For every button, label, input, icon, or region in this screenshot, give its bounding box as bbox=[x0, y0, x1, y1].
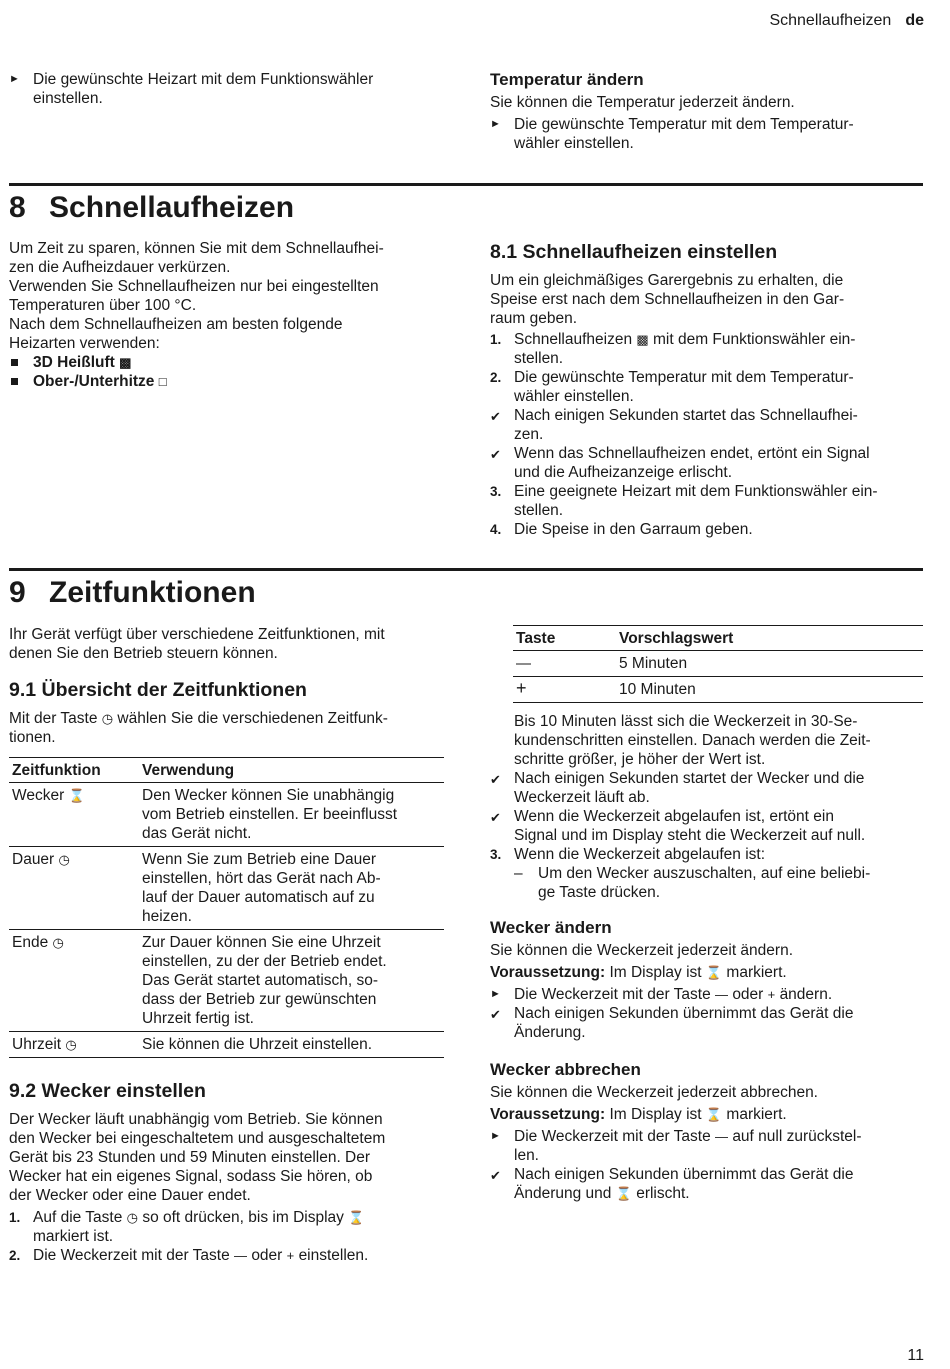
text-line: ge Taste drücken. bbox=[538, 884, 661, 901]
text-line: Sie können die Uhrzeit einstellen. bbox=[142, 1036, 373, 1053]
section-8-1 bbox=[490, 240, 925, 539]
text-span: Änderung und bbox=[514, 1185, 612, 1202]
text-line: stellen. bbox=[514, 502, 564, 519]
result-step bbox=[490, 406, 925, 444]
numbered-step bbox=[9, 1246, 444, 1265]
hourglass-icon: ⌛ bbox=[68, 788, 85, 803]
text-span: Die Weckerzeit mit der Taste bbox=[33, 1247, 230, 1264]
text-span: einstellen. bbox=[298, 1247, 369, 1264]
text-line: schritte größer, je höher der Wert ist. bbox=[514, 751, 766, 768]
text-line: Speise erst nach dem Schnellaufheizen in den Gar- bbox=[490, 291, 845, 308]
section-9-right bbox=[513, 625, 923, 703]
step-number: 2. bbox=[9, 1248, 21, 1263]
header-lang: de bbox=[905, 12, 924, 29]
text-span: auf null zurückstel- bbox=[732, 1128, 862, 1145]
section-number: 8 bbox=[9, 191, 26, 224]
text-line: Nach einigen Sekunden übernimmt das Gerät die bbox=[514, 1166, 854, 1183]
end-clock-icon: ◷ bbox=[52, 935, 64, 950]
text-line: einstellen, zu der der Betrieb endet. bbox=[142, 953, 387, 970]
list-item-label: 3D Heißluft bbox=[33, 354, 115, 371]
section-rule bbox=[9, 568, 923, 571]
top-bottom-heat-icon: □ bbox=[158, 374, 167, 389]
dash-bullet: – bbox=[514, 865, 523, 882]
text-line: Änderung. bbox=[514, 1024, 586, 1041]
text-span: Schnellaufheizen bbox=[514, 331, 633, 348]
numbered-step bbox=[490, 845, 925, 864]
text-line: einstellen. bbox=[33, 90, 103, 107]
numbered-step bbox=[490, 368, 925, 406]
hourglass-icon: ⌛ bbox=[705, 965, 723, 980]
text-line: Die gewünschte Temperatur mit dem Temperatur- bbox=[514, 116, 854, 133]
top-right-block bbox=[490, 69, 925, 153]
text-line: heizen. bbox=[142, 908, 192, 925]
table-cell: Wecker bbox=[12, 787, 65, 804]
text-line: Weckerzeit läuft ab. bbox=[514, 789, 650, 806]
table-cell: Dauer bbox=[12, 851, 55, 868]
plus-icon: + bbox=[286, 1248, 295, 1263]
text-line: Ihr Gerät verfügt über verschiedene Zeitfunktionen, mit bbox=[9, 626, 385, 643]
list-item bbox=[9, 353, 444, 372]
text-span: oder bbox=[732, 986, 764, 1003]
section-rule bbox=[9, 183, 923, 186]
text-line: kundenschritten einstellen. Danach werden die Zeit- bbox=[514, 732, 871, 749]
subsection-heading: 9.2 Wecker einstellen bbox=[9, 1080, 206, 1102]
table-row bbox=[9, 847, 444, 930]
plus-icon: + bbox=[516, 678, 527, 698]
result-step bbox=[490, 769, 925, 807]
text-line: Die gewünschte Heizart mit dem Funktionswähler bbox=[33, 71, 374, 88]
suggested-values-table bbox=[513, 625, 923, 703]
checkmark-icon: ✔ bbox=[490, 772, 501, 787]
text-line: Wenn das Schnellaufheizen endet, ertönt ein Signal bbox=[514, 445, 870, 462]
arrow-bullet-icon: ► bbox=[490, 1130, 501, 1142]
text-line: markiert ist. bbox=[33, 1228, 114, 1245]
text-line: tionen. bbox=[9, 729, 56, 746]
numbered-step bbox=[490, 520, 925, 539]
text-span: markiert. bbox=[726, 1106, 787, 1123]
paragraph: Sie können die Weckerzeit jederzeit abbrechen. bbox=[490, 1084, 818, 1101]
text-line: raum geben. bbox=[490, 310, 578, 327]
minus-icon: — bbox=[715, 1129, 728, 1144]
text-line: Um Zeit zu sparen, können Sie mit dem Schnellaufhei- bbox=[9, 240, 384, 257]
text-line: Signal und im Display steht die Weckerzeit auf null. bbox=[514, 827, 866, 844]
hourglass-icon: ⌛ bbox=[705, 1107, 723, 1122]
running-header bbox=[769, 11, 924, 30]
text-line: Verwenden Sie Schnellaufheizen nur bei eingestellten bbox=[9, 278, 379, 295]
section-8-body bbox=[9, 239, 444, 391]
arrow-bullet-icon: ► bbox=[490, 988, 501, 1000]
table-cell: Uhrzeit bbox=[12, 1036, 62, 1053]
text-line: Heizarten verwenden: bbox=[9, 335, 160, 352]
step-number: 2. bbox=[490, 370, 502, 385]
step-number: 1. bbox=[490, 332, 502, 347]
text-line: Um ein gleichmäßiges Garergebnis zu erhalten, die bbox=[490, 272, 844, 289]
text-line: Eine geeignete Heizart mit dem Funktionswähler ein- bbox=[514, 483, 878, 500]
text-line: wähler einstellen. bbox=[514, 135, 634, 152]
checkmark-icon: ✔ bbox=[490, 409, 501, 424]
text-line: Nach einigen Sekunden startet das Schnellaufhei- bbox=[514, 407, 858, 424]
checkmark-icon: ✔ bbox=[490, 447, 501, 462]
subsection-heading: 9.1 Übersicht der Zeitfunktionen bbox=[9, 679, 307, 701]
text-span: so oft drücken, bis im Display bbox=[142, 1209, 344, 1226]
text-span: Die Weckerzeit mit der Taste bbox=[514, 986, 711, 1003]
instruction-step bbox=[9, 70, 439, 108]
page-number: 11 bbox=[907, 1347, 924, 1364]
text-line: vom Betrieb einstellen. Er beeinflusst bbox=[142, 806, 398, 823]
table-cell: 5 Minuten bbox=[616, 651, 923, 677]
text-line: Die gewünschte Temperatur mit dem Temperatur- bbox=[514, 369, 854, 386]
text-line: Das Gerät startet automatisch, so- bbox=[142, 972, 379, 989]
text-line: Wecker hat ein eigenes Signal, sodass Sie hören, ob bbox=[9, 1168, 373, 1185]
table-row bbox=[9, 930, 444, 1032]
text-line: Uhrzeit fertig ist. bbox=[142, 1010, 254, 1027]
hourglass-icon: ⌛ bbox=[615, 1186, 632, 1201]
text-line: zen. bbox=[514, 426, 544, 443]
result-step bbox=[490, 1165, 925, 1203]
rapid-heat-icon: ▩ bbox=[636, 332, 649, 347]
text-line: Gerät bis 23 Stunden und 59 Minuten einstellen. Der bbox=[9, 1149, 371, 1166]
checkmark-icon: ✔ bbox=[490, 1168, 501, 1183]
numbered-step bbox=[9, 1208, 444, 1246]
text-span: Die Weckerzeit mit der Taste bbox=[514, 1128, 711, 1145]
text-span: erlischt. bbox=[636, 1185, 690, 1202]
text-line: stellen. bbox=[514, 350, 564, 367]
header-section: Schnellaufheizen bbox=[769, 12, 892, 29]
text-span: Im Display ist bbox=[609, 964, 702, 981]
section-title: Schnellaufheizen bbox=[49, 191, 295, 224]
text-span: oder bbox=[251, 1247, 283, 1264]
text-line: Bis 10 Minuten lässt sich die Weckerzeit in 30-Se- bbox=[514, 713, 858, 730]
list-item-label: Ober-/Unterhitze bbox=[33, 373, 155, 390]
section-9-right-text bbox=[490, 712, 925, 1203]
text-line: zen die Aufheizdauer verkürzen. bbox=[9, 259, 231, 276]
checkmark-icon: ✔ bbox=[490, 810, 501, 825]
column-header: Verwendung bbox=[139, 758, 444, 783]
minus-icon: — bbox=[234, 1248, 247, 1263]
instruction-step bbox=[490, 1127, 925, 1165]
fan-heat-icon: ▩ bbox=[119, 355, 132, 370]
text-span: markiert. bbox=[726, 964, 787, 981]
section-heading-9 bbox=[9, 576, 256, 610]
text-span: Im Display ist bbox=[609, 1106, 702, 1123]
duration-clock-icon: ◷ bbox=[58, 852, 70, 867]
text-line: Nach dem Schnellaufheizen am besten folgende bbox=[9, 316, 343, 333]
step-number: 1. bbox=[9, 1210, 21, 1225]
table-row bbox=[9, 783, 444, 847]
arrow-bullet-icon: ► bbox=[9, 73, 20, 85]
subheading-temperatur: Temperatur ändern bbox=[490, 70, 644, 89]
table-cell: Ende bbox=[12, 934, 49, 951]
text-line: Nach einigen Sekunden übernimmt das Gerät die bbox=[514, 1005, 854, 1022]
text-line: und die Aufheizanzeige erlischt. bbox=[514, 464, 733, 481]
text-span: Mit der Taste bbox=[9, 710, 98, 727]
square-bullet-icon bbox=[11, 359, 18, 366]
section-title: Zeitfunktionen bbox=[49, 576, 256, 609]
text-line: den Wecker bei eingeschaltetem und ausgeschaltetem bbox=[9, 1130, 386, 1147]
instruction-step bbox=[490, 985, 925, 1004]
numbered-step bbox=[490, 330, 925, 368]
section-number: 9 bbox=[9, 576, 26, 609]
checkmark-icon: ✔ bbox=[490, 1007, 501, 1022]
list-item bbox=[9, 372, 444, 391]
paragraph: Sie können die Temperatur jederzeit ändern. bbox=[490, 94, 795, 111]
result-step bbox=[490, 1004, 925, 1042]
text-line: len. bbox=[514, 1147, 539, 1164]
text-span: wählen Sie die verschiedenen Zeitfunk- bbox=[117, 710, 388, 727]
clock-icon: ◷ bbox=[101, 711, 114, 726]
prerequisite-label: Voraussetzung: bbox=[490, 964, 606, 981]
time-functions-table bbox=[9, 757, 444, 1058]
minus-icon: — bbox=[715, 987, 728, 1002]
subheading-wecker-aendern: Wecker ändern bbox=[490, 918, 612, 937]
text-line: dass der Betrieb zur gewünschten bbox=[142, 991, 377, 1008]
text-line: denen Sie den Betrieb steuern können. bbox=[9, 645, 278, 662]
paragraph: Sie können die Weckerzeit jederzeit ändern. bbox=[490, 942, 793, 959]
result-step bbox=[490, 444, 925, 482]
text-line: das Gerät nicht. bbox=[142, 825, 252, 842]
text-line: Der Wecker läuft unabhängig vom Betrieb. Sie können bbox=[9, 1111, 383, 1128]
subheading-wecker-abbrechen: Wecker abbrechen bbox=[490, 1060, 641, 1079]
column-header: Zeitfunktion bbox=[9, 758, 139, 783]
step-number: 3. bbox=[490, 484, 502, 499]
text-line: Den Wecker können Sie unabhängig bbox=[142, 787, 395, 804]
subsection-heading: 8.1 Schnellaufheizen einstellen bbox=[490, 241, 778, 263]
top-left-block bbox=[9, 70, 439, 108]
square-bullet-icon bbox=[11, 378, 18, 385]
table-row bbox=[513, 677, 923, 703]
step-number: 4. bbox=[490, 522, 502, 537]
text-line: Wenn die Weckerzeit abgelaufen ist, ertönt ein bbox=[514, 808, 834, 825]
minus-icon: — bbox=[516, 655, 531, 672]
text-line: Um den Wecker auszuschalten, auf eine beliebi- bbox=[538, 865, 871, 882]
text-span: Auf die Taste bbox=[33, 1209, 123, 1226]
section-heading-8 bbox=[9, 191, 294, 225]
table-row bbox=[9, 1032, 444, 1058]
clock-icon: ◷ bbox=[126, 1210, 138, 1225]
hourglass-icon: ⌛ bbox=[348, 1210, 365, 1225]
text-line: Wenn Sie zum Betrieb eine Dauer bbox=[142, 851, 377, 868]
text-line: lauf der Dauer automatisch auf zu bbox=[142, 889, 375, 906]
text-line: der Wecker oder eine Dauer endet. bbox=[9, 1187, 251, 1204]
section-9-body bbox=[9, 625, 444, 1265]
table-row bbox=[513, 651, 923, 677]
text-line: wähler einstellen. bbox=[514, 388, 634, 405]
column-header: Vorschlagswert bbox=[616, 626, 923, 651]
text-line: einstellen, hört das Gerät nach Ab- bbox=[142, 870, 381, 887]
text-line: Nach einigen Sekunden startet der Wecker und die bbox=[514, 770, 865, 787]
column-header: Taste bbox=[513, 626, 616, 651]
step-number: 3. bbox=[490, 847, 502, 862]
numbered-step bbox=[490, 482, 925, 520]
arrow-bullet-icon: ► bbox=[490, 118, 501, 130]
sub-step bbox=[490, 864, 925, 902]
table-cell: 10 Minuten bbox=[616, 677, 923, 703]
result-step bbox=[490, 807, 925, 845]
plus-icon: + bbox=[767, 987, 776, 1002]
text-line: Die Speise in den Garraum geben. bbox=[514, 521, 753, 538]
clock-icon: ◷ bbox=[65, 1037, 77, 1052]
text-span: mit dem Funktionswähler ein- bbox=[652, 331, 856, 348]
instruction-step bbox=[490, 115, 925, 153]
text-span: ändern. bbox=[779, 986, 833, 1003]
prerequisite-label: Voraussetzung: bbox=[490, 1106, 606, 1123]
text-line: Wenn die Weckerzeit abgelaufen ist: bbox=[514, 846, 766, 863]
text-line: Temperaturen über 100 °C. bbox=[9, 297, 197, 314]
text-line: Zur Dauer können Sie eine Uhrzeit bbox=[142, 934, 381, 951]
